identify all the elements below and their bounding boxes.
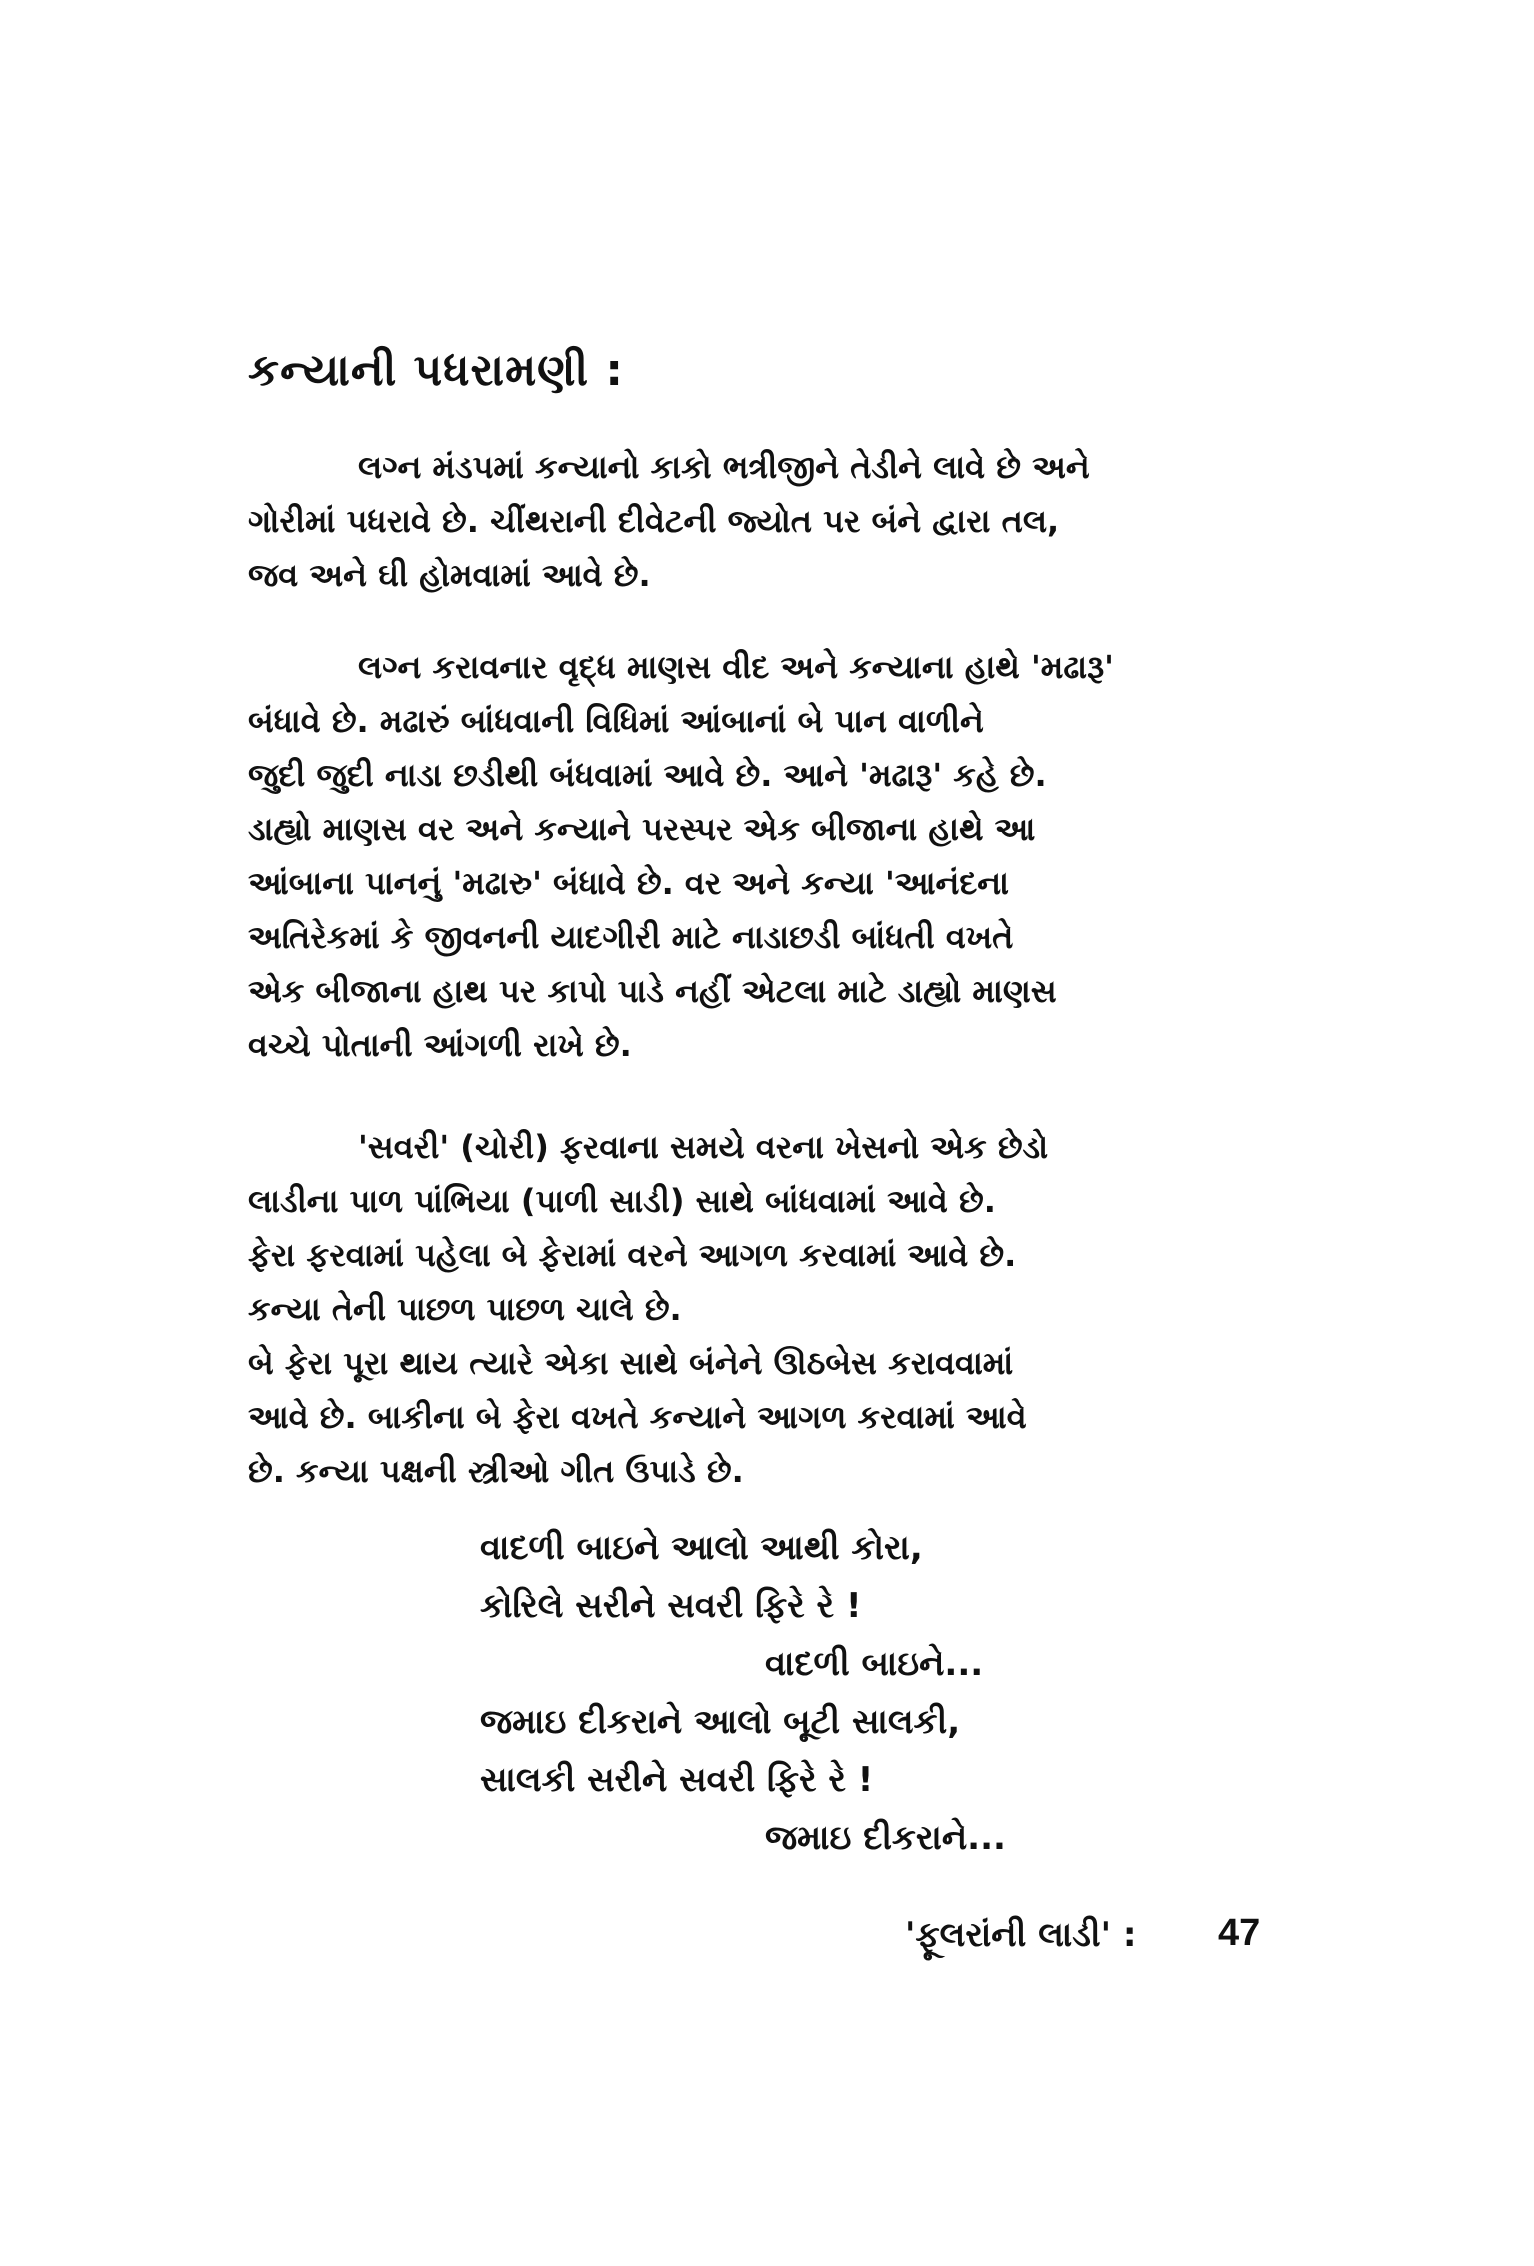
paragraph-line: ગોરીમાં પધરાવે છે. ચીંથરાની દીવેટની જ્યોત પર બંને દ્વારા તલ, xyxy=(248,502,1060,540)
paragraph-line: લગ્ન કરાવનાર વૃદ્ધ માણસ વીદ અને કન્યાના હાથે 'મઢારૂ' xyxy=(358,648,1114,686)
paragraph-line: એક બીજાના હાથ પર કાપો પાડે નહીં એટલા માટે ડાહ્યો માણસ xyxy=(248,972,1057,1010)
paragraph-line: 'સવરી' (ચોરી) ફરવાના સમયે વરના ખેસનો એક છેડો xyxy=(358,1128,1049,1166)
paragraph-1 xyxy=(248,440,1278,602)
paragraph-line: છે. કન્યા પક્ષની સ્ત્રીઓ ગીત ઉપાડે છે. xyxy=(248,1452,744,1490)
paragraph-line: આવે છે. બાકીના બે ફેરા વખતે કન્યાને આગળ કરવામાં આવે xyxy=(248,1398,1027,1436)
section-heading: કન્યાની પધરામણી : xyxy=(248,345,625,396)
paragraph-line: બંધાવે છે. મઢારું બાંધવાની વિધિમાં આંબાનાં બે પાન વાળીને xyxy=(248,702,984,740)
paragraph-line: અતિરેકમાં કે જીવનની યાદગીરી માટે નાડાછડી બાંધતી વખતે xyxy=(248,918,1014,956)
verse-refrain: જમાઇ દીકરાને... xyxy=(765,1818,1006,1858)
paragraph-line: આંબાના પાનનું 'મઢારુ' બંધાવે છે. વર અને કન્યા 'આનંદના xyxy=(248,864,1009,902)
paragraph-3 xyxy=(248,1120,1278,1498)
verse-line: કોરિલે સરીને સવરી ફિરે રે ! xyxy=(480,1586,862,1626)
verse-line: સાલકી સરીને સવરી ફિરે રે ! xyxy=(480,1760,874,1800)
page-number: 47 xyxy=(1218,1912,1261,1954)
paragraph-line: લગ્ન મંડપમાં કન્યાનો કાકો ભત્રીજીને તેડીને લાવે છે અને xyxy=(358,448,1090,486)
paragraph-line: ફેરા ફરવામાં પહેલા બે ફેરામાં વરને આગળ કરવામાં આવે છે. xyxy=(248,1236,1017,1274)
paragraph-2 xyxy=(248,640,1278,1072)
paragraph-line: બે ફેરા પૂરા થાય ત્યારે એકા સાથે બંનેને ઊઠબેસ કરાવવામાં xyxy=(248,1344,1014,1382)
paragraph-line: ડાહ્યો માણસ વર અને કન્યાને પરસ્પર એક બીજાના હાથે આ xyxy=(248,810,1036,848)
running-footer-title: 'ફૂલરાંની લાડી' : xyxy=(905,1915,1137,1955)
verse-line: વાદળી બાઇને આલો આથી કોરા, xyxy=(480,1528,923,1568)
paragraph-line: જુદી જુદી નાડા છડીથી બંધવામાં આવે છે. આને 'મઢારૂ' કહે છે. xyxy=(248,756,1047,794)
paragraph-line: લાડીના પાળ પાંભિયા (પાળી સાડી) સાથે બાંધવામાં આવે છે. xyxy=(248,1182,996,1220)
paragraph-line: વચ્ચે પોતાની આંગળી રાખે છે. xyxy=(248,1026,632,1064)
verse-line: જમાઇ દીકરાને આલો બૂટી સાલકી, xyxy=(480,1702,961,1742)
verse-refrain: વાદળી બાઇને... xyxy=(765,1644,984,1684)
paragraph-line: જવ અને ઘી હોમવામાં આવે છે. xyxy=(248,556,651,594)
paragraph-line: કન્યા તેની પાછળ પાછળ ચાલે છે. xyxy=(248,1290,682,1328)
